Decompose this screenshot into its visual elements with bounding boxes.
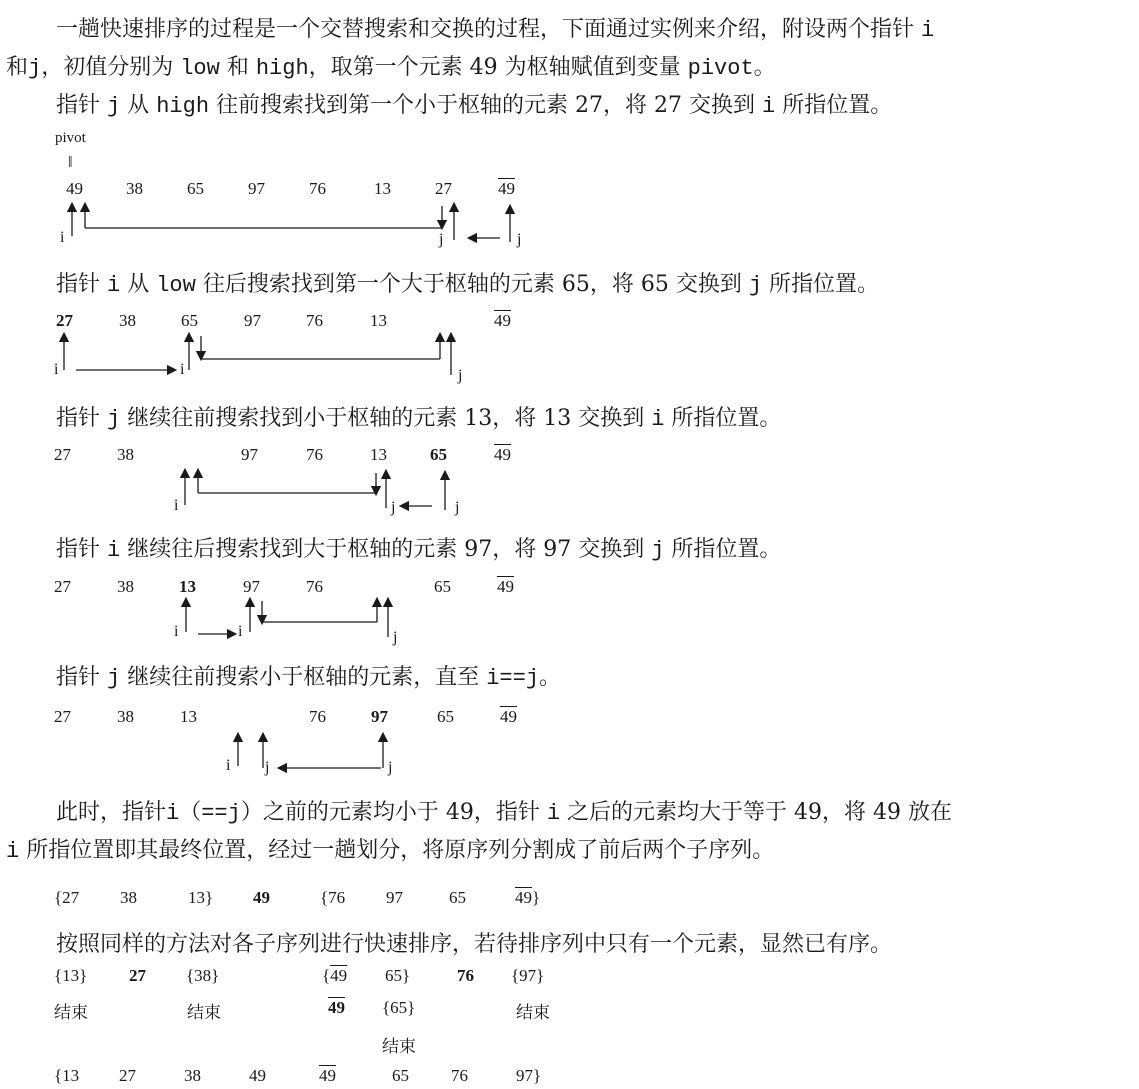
seq-value: 65	[187, 179, 204, 198]
pointer-label-j: j	[391, 499, 396, 516]
seq-value: 27	[54, 577, 71, 596]
seq-value: 27	[435, 179, 452, 198]
seq-value: {76	[320, 888, 346, 907]
seq-value: {27	[54, 888, 80, 907]
seq-value: 65	[437, 707, 454, 726]
seq-value: {97}	[511, 966, 545, 985]
seq-value: 65	[449, 888, 466, 907]
step-3-arrows	[185, 473, 445, 510]
pointer-label-i: i	[60, 229, 65, 246]
seq-value: 27	[54, 707, 71, 726]
pointer-label-i: i	[238, 623, 243, 640]
seq-value: 38	[126, 179, 143, 198]
seq-value: 13	[370, 445, 387, 464]
seq-value-pivot-copy: 49	[500, 707, 517, 726]
var-high: high	[255, 56, 309, 81]
seq-value: {13	[54, 1066, 80, 1085]
seq-value-pivot-copy: 49	[497, 577, 514, 596]
seq-value-pivot-copy: 49}	[515, 888, 541, 907]
var-low: low	[180, 56, 220, 81]
seq-value-pivot-copy: 49	[319, 1066, 336, 1085]
intro-text: ，取第一个元素 49 为枢轴赋值到变量	[308, 55, 681, 80]
seq-value: {38}	[186, 966, 220, 985]
var-i: i	[921, 18, 935, 43]
seq-value: 76	[309, 179, 326, 198]
seq-value: 97	[244, 311, 261, 330]
pointer-label-i: i	[180, 361, 185, 378]
var-pivot: pivot	[687, 56, 754, 81]
seq-value: 49	[249, 1066, 266, 1085]
seq-value: 65}	[385, 966, 411, 985]
pivot-value: 49	[328, 998, 345, 1017]
seq-value: 27	[56, 311, 73, 330]
intro-text: 。	[753, 55, 776, 80]
seq-value: 97	[248, 179, 265, 198]
seq-value: {13}	[54, 966, 88, 985]
seq-value: 97	[241, 445, 258, 464]
step-2-arrows	[64, 336, 451, 375]
seq-value: 76	[306, 445, 323, 464]
seq-value: 76	[306, 311, 323, 330]
pointer-label-j: j	[388, 759, 393, 776]
step-1-text: 指针 j 从 high 往前搜索找到第一个小于枢轴的元素 27，将 27 交换到 i 所指位置。	[56, 93, 893, 119]
pivot-mark: ‖	[68, 154, 73, 171]
seq-value: 38	[119, 311, 136, 330]
conclusion-line-2: i 所指位置即其最终位置，经过一趟划分，将原序列分割成了前后两个子序列。	[6, 838, 775, 864]
intro-text: 一趟快速排序的过程是一个交替搜索和交换的过程，下面通过实例来介绍，附设两个指针	[56, 17, 915, 42]
pivot-value: 49	[253, 888, 270, 907]
seq-value: 65	[181, 311, 198, 330]
seq-value-part: 49	[515, 888, 532, 907]
pointer-label-i: i	[174, 623, 179, 640]
end-marker: 结束	[516, 1003, 550, 1023]
pointer-label-i: i	[54, 361, 59, 378]
seq-value: 13	[180, 707, 197, 726]
seq-value-pivot-copy: 49	[498, 179, 515, 198]
step-2-text: 指针 i 从 low 往后搜索找到第一个大于枢轴的元素 65，将 65 交换到 j 所指位置。	[56, 272, 880, 298]
seq-value: {49	[322, 966, 348, 985]
seq-value: 49	[66, 179, 83, 198]
seq-value: 13	[370, 311, 387, 330]
pivot-value: 27	[129, 966, 146, 985]
pointer-label-j: j	[517, 231, 522, 248]
seq-value: 76	[309, 707, 326, 726]
step-1-arrows	[72, 206, 510, 242]
seq-value: 27	[119, 1066, 136, 1085]
intro-text: 和	[226, 55, 249, 80]
var-j: j	[28, 56, 42, 81]
recursion-text: 按照同样的方法对各子序列进行快速排序，若待排序列中只有一个元素，显然已有序。	[56, 932, 893, 957]
seq-value: 76	[306, 577, 323, 596]
end-marker: 结束	[187, 1003, 221, 1023]
seq-value: 13	[179, 577, 196, 596]
seq-value: 13	[374, 179, 391, 198]
seq-value: 27	[54, 445, 71, 464]
seq-value: 38	[117, 445, 134, 464]
seq-value: 38	[117, 577, 134, 596]
step-5-text: 指针 j 继续往前搜索小于枢轴的元素，直至 i==j。	[56, 665, 562, 691]
end-marker: 结束	[382, 1037, 416, 1057]
end-marker: 结束	[54, 1003, 88, 1023]
seq-value: 38	[120, 888, 137, 907]
seq-value-pivot-copy: 49	[494, 445, 511, 464]
seq-value: 65	[430, 445, 447, 464]
seq-value: 97	[371, 707, 388, 726]
step-3-text: 指针 j 继续往前搜索找到小于枢轴的元素 13，将 13 交换到 i 所指位置。	[56, 406, 782, 432]
seq-value-pivot-copy: 49	[494, 311, 511, 330]
conclusion-line-1: 此时，指针i（==j）之前的元素均小于 49，指针 i 之后的元素均大于等于 49，将 49 放在	[56, 800, 953, 826]
pivot-label: pivot	[55, 130, 86, 146]
step-4-text: 指针 i 继续往后搜索找到大于枢轴的元素 97，将 97 交换到 j 所指位置。	[56, 537, 782, 563]
intro-text: ，初值分别为	[41, 55, 174, 80]
pointer-label-j: j	[393, 629, 398, 646]
seq-value: 65	[434, 577, 451, 596]
pointer-label-j: j	[439, 231, 444, 248]
seq-value: 38	[117, 707, 134, 726]
seq-value: 38	[184, 1066, 201, 1085]
pivot-value: 76	[457, 966, 474, 985]
pointer-label-i: i	[174, 497, 179, 514]
pointer-label-j: j	[265, 759, 270, 776]
seq-value: 97	[243, 577, 260, 596]
seq-value-part: 49	[330, 966, 348, 985]
step-5-arrows	[238, 737, 383, 768]
seq-value: {65}	[382, 998, 416, 1017]
seq-value: 97	[386, 888, 403, 907]
seq-value: 97}	[516, 1066, 542, 1085]
seq-value: 13}	[188, 888, 214, 907]
step-4-arrows	[186, 601, 388, 637]
pointer-label-j: j	[455, 499, 460, 516]
intro-text: 和	[6, 55, 29, 80]
pointer-label-j: j	[458, 367, 463, 384]
seq-value: 76	[451, 1066, 468, 1085]
pointer-label-i: i	[226, 757, 231, 774]
seq-value: 65	[392, 1066, 409, 1085]
